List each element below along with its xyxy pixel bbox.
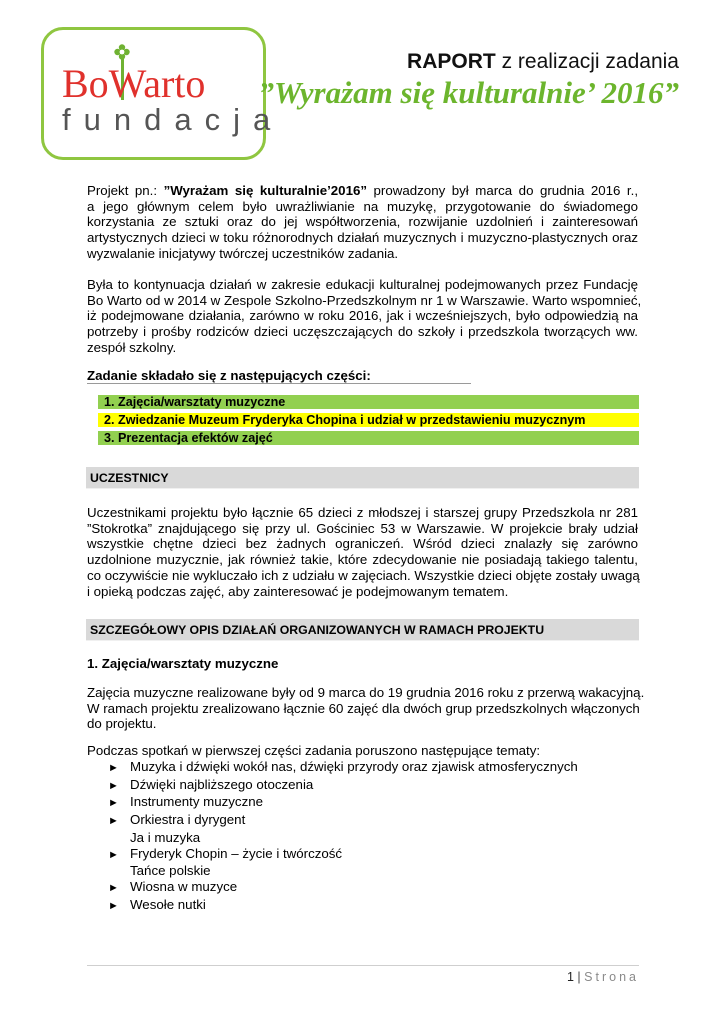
intro-line: a jego głównym celem było uwrażliwianie na muzykę, przygotowanie do świadomego	[87, 198, 638, 214]
details-line: Zajęcia muzyczne realizowane były od 9 marca do 19 grudnia 2016 roku z przerwą wakacyjną.	[87, 685, 645, 700]
section-heading-participants: UCZESTNICY	[86, 467, 639, 489]
intro-line: Bo Warto od w 2014 w Zespole Szkolno-Przedszkolnym nr 1 w Warszawie. Warto wspomnieć,	[87, 292, 642, 308]
list-item: ► Wiosna w muzyce	[108, 879, 578, 897]
list-item: ► Instrumenty muzyczne	[108, 794, 578, 812]
intro-line: wyzwalanie inicjatywy twórczej uczestników zadania.	[87, 245, 399, 261]
footer-separator: |	[577, 970, 581, 984]
subsection-heading: 1. Zajęcia/warsztaty muzyczne	[87, 656, 279, 671]
intro-line: iż podejmowane działania, zarówno w roku 2016, jak i wcześniejszych, było odpowiedzią na	[87, 308, 638, 324]
arrow-bullet-icon: ►	[108, 779, 119, 792]
intro-line: korzystania ze sztuki oraz do jej współtworzenia, rozwijanie uzdolnień i zainteresowań	[87, 214, 638, 230]
logo-brand: BoWarto	[62, 61, 206, 106]
arrow-bullet-icon: ►	[108, 848, 119, 861]
section-heading-details: SZCZEGÓŁOWY OPIS DZIAŁAŃ ORGANIZOWANYCH W RAMACH PROJEKTU	[86, 619, 639, 641]
participants-line: wszystkie chętne dzieci bez żadnych ograniczeń. Wśród dzieci znalazły się zarówno	[87, 536, 638, 552]
part-item-3: 3. Prezentacja efektów zajęć	[98, 431, 639, 445]
topics-list	[108, 759, 578, 914]
page-footer	[567, 970, 639, 984]
participants-line: Uczestnikami projektu było łącznie 65 dzieci z młodszej i starszej grupy Przedszkola nr 281	[87, 505, 638, 520]
details-line: do projektu.	[87, 716, 157, 732]
arrow-bullet-icon: ►	[108, 815, 119, 828]
logo-subtitle: fundacja	[62, 102, 284, 137]
participants-line: uzdolnione muzycznie, jak również takie, które zdecydowanie nie posiadają takiego talentu,	[87, 552, 638, 568]
report-title-rest: z realizacji zadania	[501, 50, 679, 73]
footer-label: Strona	[584, 970, 639, 984]
arrow-bullet-icon: ►	[108, 797, 119, 810]
list-item: ► Dźwięki najbliższego otoczenia	[108, 777, 578, 795]
participants-line: ”Stokrotka” znajdującego się przy ul. Gościniec 53 w Warszawie. W projekcie brały udział	[87, 520, 638, 536]
footer-rule	[87, 965, 639, 966]
intro-line: Projekt pn.: ”Wyrażam się kulturalnie’2016” prowadzony był marca do grudnia 2016 r.,	[87, 183, 639, 198]
parts-heading-rule	[87, 383, 471, 384]
part-item-2: 2. Zwiedzanie Muzeum Fryderyka Chopina i udział w przedstawieniu muzycznym	[98, 413, 639, 427]
list-item: Ja i muzyka	[130, 829, 201, 845]
intro-line: artystycznych dzieci w toku różnorodnych działań muzycznych i muzyczno-plastycznych oraz	[87, 230, 638, 246]
project-name: ”Wyrażam się kulturalnie’ 2016”	[258, 75, 679, 110]
intro-paragraph-1	[87, 183, 638, 262]
report-title-bold: RAPORT	[407, 50, 496, 73]
list-item: ► Orkiestra i dyrygent	[108, 812, 578, 830]
list-item: Tańce polskie	[130, 863, 211, 879]
intro-line: potrzeby i prośby rodziców dzieci uczęszczających do szkoły i przedszkola tworzących ww.	[87, 324, 638, 340]
participants-line: i opieką podczas zajęć, aby zainteresować je podejmowanym tematem.	[87, 583, 509, 599]
parts-heading: Zadanie składało się z następujących części:	[87, 368, 371, 383]
arrow-bullet-icon: ►	[108, 881, 119, 894]
intro-line: zespół szkolny.	[87, 339, 177, 355]
page-number: 1	[566, 970, 574, 984]
intro-line: Była to kontynuacja działań w zakresie edukacji kulturalnej podejmowanych przez Fundację	[87, 277, 638, 292]
logo	[41, 27, 284, 160]
topics-intro-line: Podczas spotkań w pierwszej części zadania poruszono następujące tematy:	[87, 743, 541, 758]
list-item: ► Fryderyk Chopin – życie i twórczość	[108, 846, 578, 864]
report-title	[407, 50, 679, 74]
participants-paragraph	[87, 505, 638, 599]
arrow-bullet-icon: ►	[108, 899, 119, 912]
participants-line: co oczywiście nie wykluczało ich z udziału w zajęciach. Wszystkie dzieci objęte zostały uwagą	[87, 567, 640, 583]
list-item: ► Wesołe nutki	[108, 897, 578, 915]
part-item-1: 1. Zajęcia/warsztaty muzyczne	[98, 395, 639, 409]
intro-paragraph-2	[87, 277, 642, 356]
list-item: ► Muzyka i dźwięki wokół nas, dźwięki przyrody oraz zjawisk atmosferycznych	[108, 759, 578, 777]
details-line: W ramach projektu zrealizowano łącznie 60 zajęć dla dwóch grup przedszkolnych włączonych	[87, 700, 640, 716]
arrow-bullet-icon: ►	[108, 762, 119, 774]
details-paragraph	[87, 685, 645, 732]
topics-intro	[87, 743, 638, 759]
